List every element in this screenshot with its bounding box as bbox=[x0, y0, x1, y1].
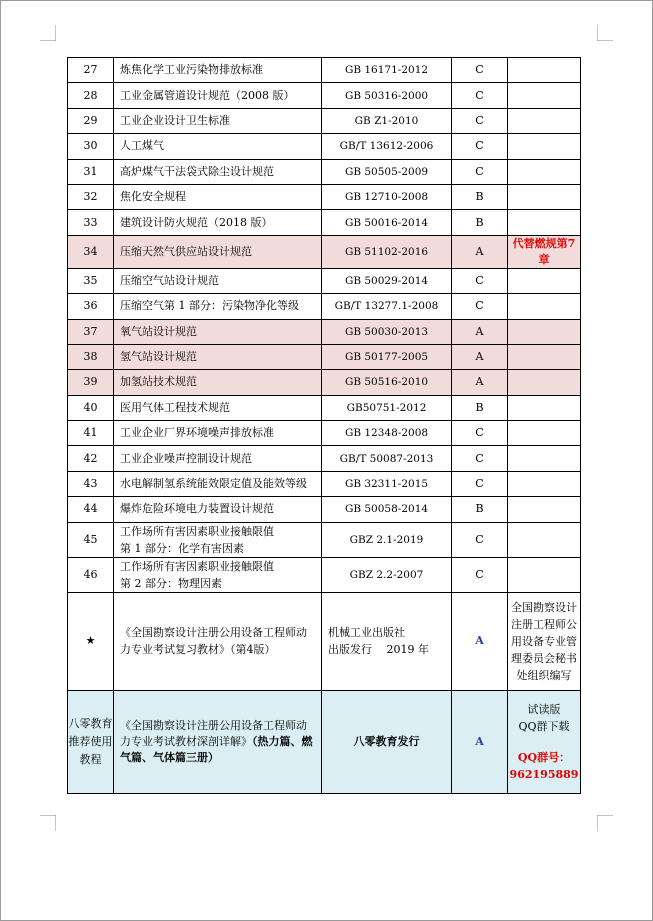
row-number: 31 bbox=[68, 159, 114, 184]
row-note bbox=[508, 344, 581, 369]
row-note bbox=[508, 134, 581, 159]
standard-name: 压缩天然气供应站设计规范 bbox=[114, 235, 322, 268]
table-row bbox=[68, 421, 581, 446]
table-row bbox=[68, 294, 581, 319]
importance-grade: C bbox=[452, 159, 508, 184]
importance-grade: A bbox=[452, 690, 508, 793]
table-row bbox=[68, 184, 581, 209]
standard-name: 焦化安全规程 bbox=[114, 184, 322, 209]
importance-grade: A bbox=[452, 235, 508, 268]
row-note bbox=[508, 108, 581, 133]
row-number: 27 bbox=[68, 58, 114, 83]
standard-name: 氧气站设计规范 bbox=[114, 319, 322, 344]
row-number: 34 bbox=[68, 235, 114, 268]
row-number: 42 bbox=[68, 446, 114, 471]
row-note bbox=[508, 184, 581, 209]
table-row bbox=[68, 235, 581, 268]
row-note bbox=[508, 557, 581, 592]
standard-code: GB 51102-2016 bbox=[322, 235, 452, 268]
row-number: 46 bbox=[68, 557, 114, 592]
publisher-line2: 出版发行 2019 年 bbox=[328, 643, 429, 657]
importance-grade: C bbox=[452, 557, 508, 592]
standard-name-line2: 第 1 部分：化学有害因素 bbox=[120, 541, 244, 555]
table-row bbox=[68, 210, 581, 235]
reference-note: 全国勘察设计注册工程师公用设备专业管理委员会秘书处组织编写 bbox=[508, 592, 581, 690]
standard-name: 医用气体工程技术规范 bbox=[114, 395, 322, 420]
table-row bbox=[68, 268, 581, 293]
importance-grade: C bbox=[452, 134, 508, 159]
table-row bbox=[68, 58, 581, 83]
qq-group-number: 962195889 bbox=[509, 767, 579, 781]
row-note bbox=[508, 370, 581, 395]
row-number: 32 bbox=[68, 184, 114, 209]
row-number: 33 bbox=[68, 210, 114, 235]
importance-grade: A bbox=[452, 592, 508, 690]
row-number: 30 bbox=[68, 134, 114, 159]
table-row bbox=[68, 557, 581, 592]
importance-grade: C bbox=[452, 294, 508, 319]
row-note bbox=[508, 395, 581, 420]
standard-code: GB/T 50087-2013 bbox=[322, 446, 452, 471]
standard-code: GBZ 2.2-2007 bbox=[322, 557, 452, 592]
row-number: 38 bbox=[68, 344, 114, 369]
row-note: 代替燃规第7章 bbox=[508, 235, 581, 268]
importance-grade: C bbox=[452, 58, 508, 83]
crop-mark-bottom-left bbox=[40, 815, 56, 831]
standard-name: 人工煤气 bbox=[114, 134, 322, 159]
row-note bbox=[508, 268, 581, 293]
table-row bbox=[68, 83, 581, 108]
standard-code: GB 50316-2000 bbox=[322, 83, 452, 108]
standard-name: 加氢站技术规范 bbox=[114, 370, 322, 395]
standard-code: GB50751-2012 bbox=[322, 395, 452, 420]
table-row bbox=[68, 395, 581, 420]
row-number: 44 bbox=[68, 497, 114, 522]
row-note bbox=[508, 210, 581, 235]
row-note bbox=[508, 319, 581, 344]
table-row bbox=[68, 108, 581, 133]
table-row bbox=[68, 446, 581, 471]
recommend-title-plain: 《全国勘察设计注册公用设备工程师动力专业考试教材深剖详解》 bbox=[120, 718, 307, 748]
row-number: 29 bbox=[68, 108, 114, 133]
standard-code: GB 50029-2014 bbox=[322, 268, 452, 293]
standard-name bbox=[114, 557, 322, 592]
standard-code: GB 32311-2015 bbox=[322, 471, 452, 496]
importance-grade: C bbox=[452, 421, 508, 446]
row-note bbox=[508, 471, 581, 496]
row-number: 35 bbox=[68, 268, 114, 293]
trial-version-text: 试读版 bbox=[527, 702, 561, 716]
importance-grade: B bbox=[452, 184, 508, 209]
row-number: 36 bbox=[68, 294, 114, 319]
standard-name: 高炉煤气干法袋式除尘设计规范 bbox=[114, 159, 322, 184]
standard-code: GB Z1-2010 bbox=[322, 108, 452, 133]
importance-grade: C bbox=[452, 268, 508, 293]
crop-mark-top-right bbox=[597, 25, 613, 41]
crop-mark-bottom-right bbox=[597, 815, 613, 831]
standard-code: GB 50030-2013 bbox=[322, 319, 452, 344]
row-number: 37 bbox=[68, 319, 114, 344]
standard-code: GB/T 13277.1-2008 bbox=[322, 294, 452, 319]
importance-grade: C bbox=[452, 522, 508, 557]
table-row bbox=[68, 370, 581, 395]
standard-name: 炼焦化学工业污染物排放标准 bbox=[114, 58, 322, 83]
recommend-publisher: 八零教育发行 bbox=[322, 690, 452, 793]
reference-book-title: 《全国勘察设计注册公用设备工程师动力专业考试复习教材》（第4版） bbox=[114, 592, 322, 690]
standard-code: GB 50516-2010 bbox=[322, 370, 452, 395]
reference-publisher bbox=[322, 592, 452, 690]
standard-name-line1: 工作场所有害因素职业接触限值 bbox=[120, 559, 274, 573]
standard-code: GB 50016-2014 bbox=[322, 210, 452, 235]
publisher-line1: 机械工业出版社 bbox=[328, 626, 405, 640]
row-note bbox=[508, 497, 581, 522]
row-number: 43 bbox=[68, 471, 114, 496]
importance-grade: C bbox=[452, 108, 508, 133]
standard-name: 工业金属管道设计规范（2008 版） bbox=[114, 83, 322, 108]
standard-name: 压缩空气站设计规范 bbox=[114, 268, 322, 293]
recommend-book-title bbox=[114, 690, 322, 793]
star-marker: ★ bbox=[68, 592, 114, 690]
row-note bbox=[508, 294, 581, 319]
standard-name-line1: 工作场所有害因素职业接触限值 bbox=[120, 524, 274, 538]
standard-name: 工业企业噪声控制设计规范 bbox=[114, 446, 322, 471]
importance-grade: B bbox=[452, 210, 508, 235]
recommend-note bbox=[508, 690, 581, 793]
row-note bbox=[508, 58, 581, 83]
standard-code: GB 50058-2014 bbox=[322, 497, 452, 522]
importance-grade: C bbox=[452, 83, 508, 108]
standard-name: 压缩空气第 1 部分：污染物净化等级 bbox=[114, 294, 322, 319]
recommend-row bbox=[68, 690, 581, 793]
crop-mark-top-left bbox=[40, 25, 56, 41]
standards-table bbox=[67, 57, 581, 794]
row-number: 28 bbox=[68, 83, 114, 108]
standard-code: GBZ 2.1-2019 bbox=[322, 522, 452, 557]
recommend-label: 八零教育推荐使用教程 bbox=[68, 690, 114, 793]
row-note bbox=[508, 522, 581, 557]
row-number: 41 bbox=[68, 421, 114, 446]
standard-code: GB/T 13612-2006 bbox=[322, 134, 452, 159]
standard-code: GB 50177-2005 bbox=[322, 344, 452, 369]
standard-code: GB 12348-2008 bbox=[322, 421, 452, 446]
standard-name: 建筑设计防火规范（2018 版） bbox=[114, 210, 322, 235]
standard-name: 爆炸危险环境电力装置设计规范 bbox=[114, 497, 322, 522]
table-row bbox=[68, 134, 581, 159]
standard-name: 氢气站设计规范 bbox=[114, 344, 322, 369]
reference-row bbox=[68, 592, 581, 690]
row-number: 39 bbox=[68, 370, 114, 395]
row-note bbox=[508, 446, 581, 471]
standard-name: 工业企业设计卫生标准 bbox=[114, 108, 322, 133]
row-note bbox=[508, 83, 581, 108]
standard-code: GB 12710-2008 bbox=[322, 184, 452, 209]
standard-code: GB 50505-2009 bbox=[322, 159, 452, 184]
standard-name: 工业企业厂界环境噪声排放标准 bbox=[114, 421, 322, 446]
importance-grade: B bbox=[452, 395, 508, 420]
row-number: 40 bbox=[68, 395, 114, 420]
table-row bbox=[68, 497, 581, 522]
standard-name-line2: 第 2 部分：物理因素 bbox=[120, 576, 222, 590]
importance-grade: A bbox=[452, 370, 508, 395]
importance-grade: A bbox=[452, 344, 508, 369]
row-note bbox=[508, 159, 581, 184]
qq-group-label: QQ群号： bbox=[517, 750, 571, 764]
importance-grade: C bbox=[452, 471, 508, 496]
importance-grade: B bbox=[452, 497, 508, 522]
standard-name: 水电解制氢系统能效限定值及能效等级 bbox=[114, 471, 322, 496]
table-row bbox=[68, 344, 581, 369]
standard-code: GB 16171-2012 bbox=[322, 58, 452, 83]
importance-grade: C bbox=[452, 446, 508, 471]
table-row bbox=[68, 471, 581, 496]
table-row bbox=[68, 522, 581, 557]
table-row bbox=[68, 319, 581, 344]
standard-name bbox=[114, 522, 322, 557]
qq-download-text: QQ群下载 bbox=[518, 719, 570, 733]
table-row bbox=[68, 159, 581, 184]
recommend-title-bold: （热力篇、燃气篇、气体篇三册） bbox=[120, 734, 313, 764]
row-note bbox=[508, 421, 581, 446]
row-number: 45 bbox=[68, 522, 114, 557]
importance-grade: A bbox=[452, 319, 508, 344]
